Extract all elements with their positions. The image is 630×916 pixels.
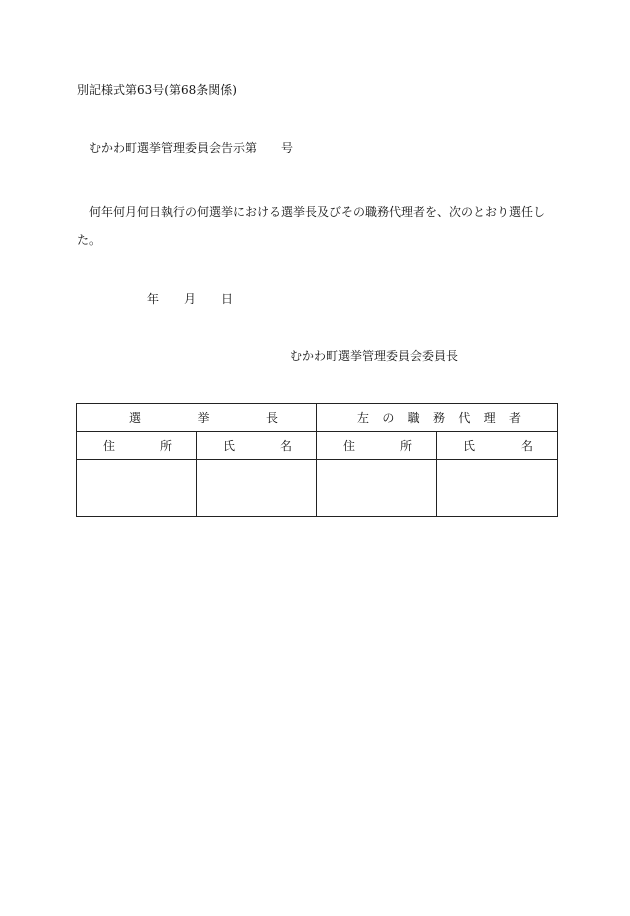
column-header-row [77, 432, 558, 460]
header-char: 名 [521, 439, 534, 453]
column-header-address [317, 432, 437, 460]
header-char: 住 [343, 439, 356, 453]
header-char: 理 [483, 411, 496, 425]
header-char: 選 [129, 411, 142, 425]
header-char: 名 [280, 439, 293, 453]
header-deputy [317, 404, 558, 432]
column-header-name [197, 432, 317, 460]
form-reference: 別記様式第63号(第68条関係) [77, 83, 237, 97]
header-char: 氏 [463, 439, 476, 453]
body-text-line-2: た。 [77, 233, 102, 247]
group-header-row [77, 404, 558, 432]
column-header-name [437, 432, 558, 460]
date-year: 年 [147, 292, 160, 306]
header-char: 所 [159, 439, 172, 453]
table-row [77, 460, 558, 517]
header-char: 所 [400, 439, 413, 453]
date-line [147, 292, 233, 306]
table-cell-chief-name [197, 460, 317, 517]
header-char: 者 [508, 411, 521, 425]
header-char: 長 [266, 411, 279, 425]
appointee-table [76, 403, 558, 517]
table-cell-chief-address [77, 460, 197, 517]
body-text-line-1: 何年何月何日執行の何選挙における選挙長及びその職務代理者を、次のとおり選任し [89, 205, 546, 219]
header-char: 左 [357, 411, 370, 425]
header-char: 務 [433, 411, 446, 425]
signer-title: むかわ町選挙管理委員会委員長 [290, 349, 459, 363]
notice-title: むかわ町選挙管理委員会告示第 号 [89, 141, 294, 155]
header-char: の [382, 411, 395, 425]
header-char: 氏 [223, 439, 236, 453]
header-char: 代 [458, 411, 471, 425]
table-cell-deputy-name [437, 460, 558, 517]
date-day: 日 [221, 292, 234, 306]
header-char: 挙 [197, 411, 210, 425]
header-election-chief [77, 404, 317, 432]
header-char: 住 [103, 439, 116, 453]
date-month: 月 [184, 292, 197, 306]
column-header-address [77, 432, 197, 460]
table-cell-deputy-address [317, 460, 437, 517]
header-char: 職 [407, 411, 420, 425]
